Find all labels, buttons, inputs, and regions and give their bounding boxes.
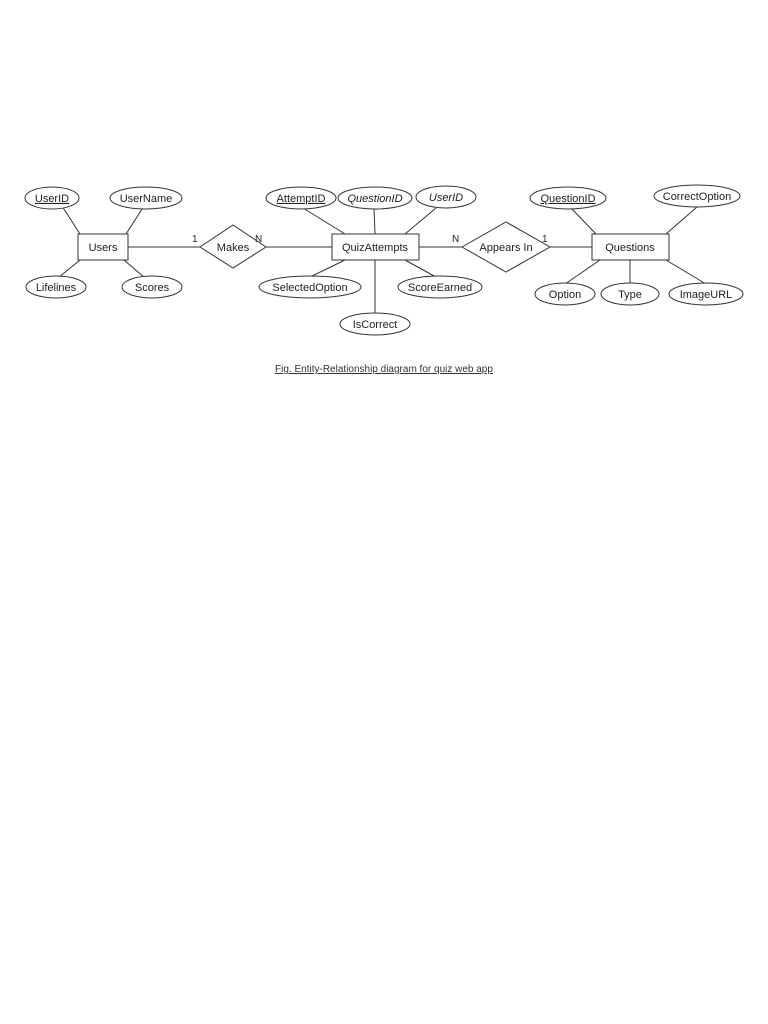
entity-questions (592, 234, 669, 260)
connector-questions-option (565, 260, 600, 284)
relationship-appears-in-label: Appears In (479, 241, 533, 254)
attribute-questions-questionid (530, 187, 606, 209)
attribute-attempts-questionid (338, 187, 412, 209)
attribute-attempts-attemptid-label: AttemptID (276, 192, 326, 205)
attribute-attempts-scoreearned-label: ScoreEarned (407, 281, 473, 294)
er-diagram (0, 0, 768, 400)
entity-questions-label: Questions (605, 241, 655, 254)
attribute-users-username (110, 187, 182, 209)
connector-attempts-scoreearned (405, 260, 436, 277)
relationship-makes-label: Makes (216, 241, 250, 254)
connector-questions-imageurl (666, 260, 706, 284)
figure-caption: Fig. Entity-Relationship diagram for quiz web app (275, 364, 493, 375)
attribute-users-scores-label: Scores (134, 281, 170, 294)
attribute-users-lifelines (26, 276, 86, 298)
connector-users-scores (124, 260, 145, 278)
attribute-questions-option-label: Option (548, 288, 582, 301)
connector-attempts-userid (405, 208, 436, 234)
attribute-attempts-iscorrect-label: IsCorrect (352, 318, 398, 331)
attribute-questions-type (601, 283, 659, 305)
attribute-questions-correctoption (654, 185, 740, 207)
attribute-users-userid (25, 187, 79, 209)
cardinality-users-makes: 1 (192, 234, 198, 245)
attribute-users-lifelines-label: Lifelines (35, 281, 77, 294)
attribute-attempts-selectedoption (259, 276, 361, 298)
attribute-attempts-userid (416, 186, 476, 208)
connector-attempts-questionid (374, 208, 375, 234)
relationship-makes (200, 225, 266, 268)
entity-quiz-attempts (332, 234, 419, 260)
attribute-users-username-label: UserName (119, 192, 173, 205)
connector-questions-questionid (570, 207, 596, 234)
cardinality-attempts-appears: N (452, 234, 460, 245)
entity-users-label: Users (88, 241, 118, 254)
entity-users (78, 234, 128, 260)
attribute-questions-correctoption-label: CorrectOption (662, 190, 732, 203)
attribute-attempts-userid-label: UserID (428, 191, 464, 204)
connector-users-username (126, 206, 144, 234)
attribute-questions-type-label: Type (618, 288, 642, 301)
attribute-questions-option (535, 283, 595, 305)
relationship-appears-in (462, 222, 550, 272)
connector-attempts-attemptid (303, 208, 345, 234)
attribute-attempts-iscorrect (340, 313, 410, 335)
attribute-users-scores (122, 276, 182, 298)
attribute-attempts-attemptid (266, 187, 336, 209)
attribute-users-userid-label: UserID (34, 192, 70, 205)
attribute-attempts-scoreearned (398, 276, 482, 298)
attribute-questions-questionid-label: QuestionID (540, 192, 596, 205)
entity-quiz-attempts-label: QuizAttempts (341, 241, 409, 254)
cardinality-makes-attempts: N (255, 234, 263, 245)
attribute-attempts-selectedoption-label: SelectedOption (272, 281, 348, 294)
connector-users-userid (62, 206, 80, 234)
connector-attempts-selectedoption (310, 260, 345, 277)
attribute-questions-imageurl-label: ImageURL (679, 288, 733, 301)
attribute-questions-imageurl (669, 283, 743, 305)
connector-users-lifelines (58, 260, 80, 278)
connector-questions-correctoption (666, 207, 697, 234)
attribute-attempts-questionid-label: QuestionID (347, 192, 403, 205)
cardinality-appears-questions: 1 (542, 234, 548, 245)
